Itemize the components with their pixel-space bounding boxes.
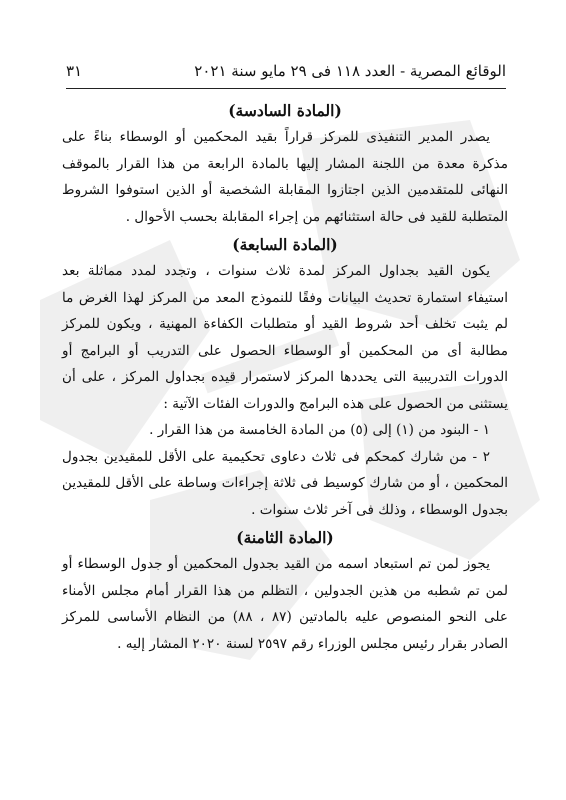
article-section-6	[62, 98, 508, 230]
article-paragraph: يكون القيد بجداول المركز لمدة ثلاث سنوات ، وتجدد لمدد مماثلة بعد استيفاء استمارة تحديث البيانات وفقًا للنموذج المعد من المركز لهذا الغرض ما لم يثبت تخلف أحد شروط القيد أو متطلبات الكفاءة المهنية ، ويكون للمركز مطالبة أى من المحكمين أو الوسطاء الحصول على التدريب أو البرامج أو الدورات التدريبية التى يحددها المركز لاستمرار قيده بجداول المركز ، على أن يستثنى من الحصول على هذه البرامج والدورات الفئات الآتية :	[62, 263, 508, 412]
article-section-7	[62, 232, 508, 523]
page-number: ٣١	[66, 62, 83, 80]
page-header	[66, 60, 506, 82]
article-heading: (المادة السادسة)	[228, 101, 342, 120]
header-title: الوقائع المصرية - العدد ١١٨ فى ٢٩ مايو سنة ٢٠٢١	[194, 62, 506, 80]
article-body	[62, 96, 508, 657]
exemption-item: ١ - البنود من (١) إلى (٥) من المادة الخامسة من هذا القرار .	[149, 422, 490, 438]
article-heading: (المادة السابعة)	[232, 235, 338, 254]
article-paragraph: يصدر المدير التنفيذى للمركز قراراً بقيد المحكمين أو الوسطاء بناءً على مذكرة معدة من اللجنة المشار إليها بالمادة الرابعة من هذا القرار بالموقف النهائى للمتقدمين الذين اجتازوا المقابلة الشخصية أو الذين استوفوا الشروط المتطلبة للقيد فى حالة استثنائهم من إجراء المقابلة بحسب الأحوال .	[62, 129, 508, 225]
article-section-8	[62, 525, 508, 657]
article-heading: (المادة الثامنة)	[236, 528, 334, 547]
article-paragraph: يجوز لمن تم استبعاد اسمه من القيد بجدول المحكمين أو جدول الوسطاء أو لمن تم شطبه من هذين الجدولين ، التظلم من هذا القرار أمام مجلس الأمناء على النحو المنصوص عليه بالمادتين (٨٧ ، ٨٨) من النظام الأساسى للمركز الصادر بقرار رئيس مجلس الوزراء رقم ٢٥٩٧ لسنة ٢٠٢٠ المشار إليه .	[62, 556, 509, 652]
exemption-item: ٢ - من شارك كمحكم فى ثلاث دعاوى تحكيمية على الأقل للمقيدين بجدول المحكمين ، أو من شارك كوسيط فى ثلاثة إجراءات وساطة على الأقل للمقيدين بجدول الوسطاء ، وذلك فى آخر ثلاث سنوات .	[62, 448, 508, 518]
header-divider	[66, 88, 506, 89]
